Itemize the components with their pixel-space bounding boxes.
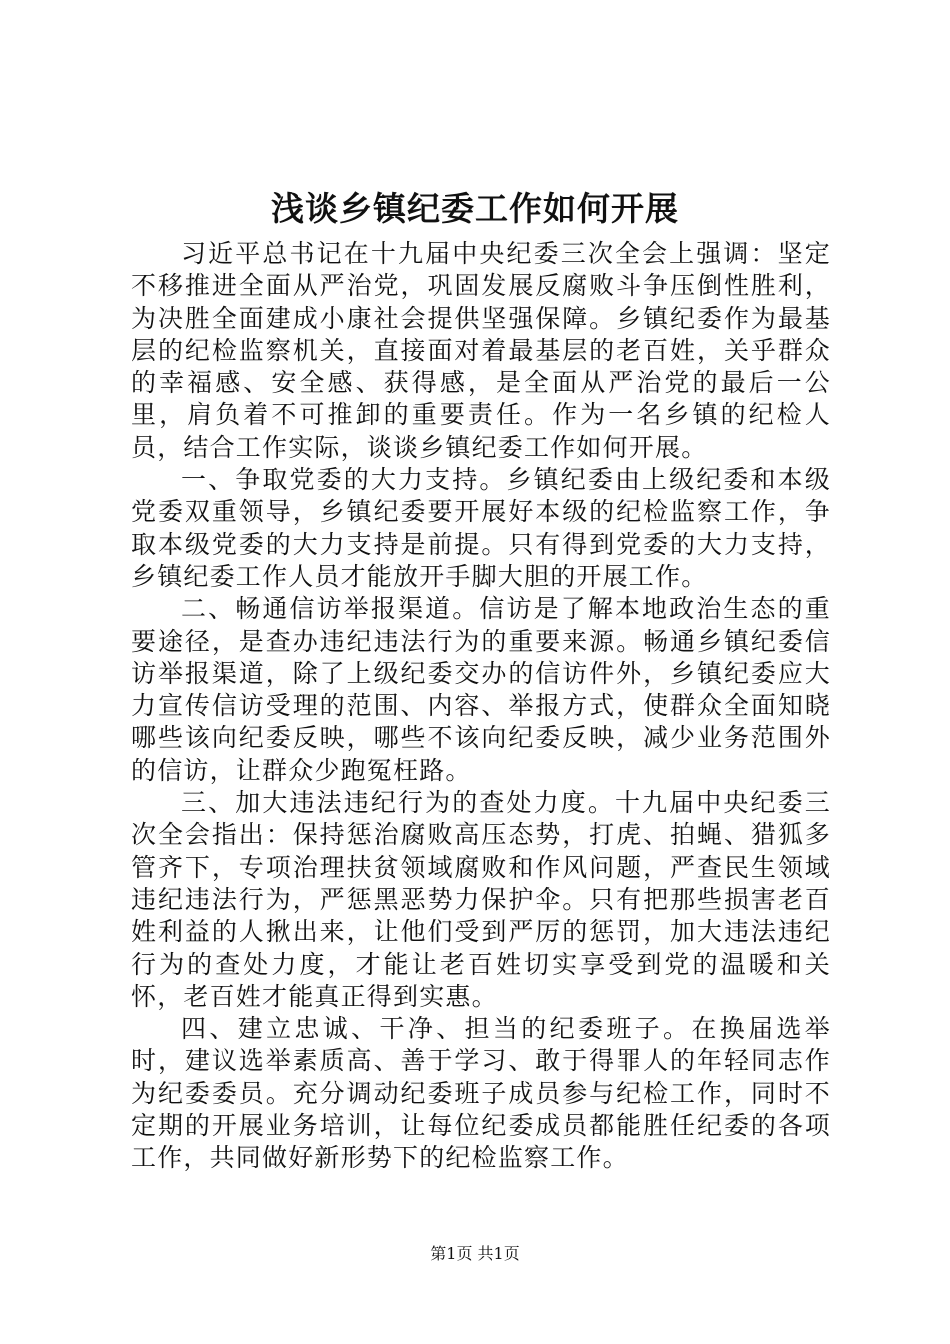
document-title: 浅谈乡镇纪委工作如何开展 <box>271 189 679 228</box>
paragraph-section-2: 二、畅通信访举报渠道。信访是了解本地政治生态的重要途径，是查办违纪违法行为的重要来源。畅通乡镇纪委信访举报渠道，除了上级纪委交办的信访件外，乡镇纪委应大力宣传信访受理的范围、内容、举报方式，使群众全面知晓哪些该向纪委反映，哪些不该向纪委反映，减少业务范围外的信访，让群众少跑冤枉路。 <box>131 594 831 785</box>
paragraph-section-4: 四、建立忠诚、干净、担当的纪委班子。在换届选举时，建议选举素质高、善于学习、敢于得罪人的年轻同志作为纪委委员。充分调动纪委班子成员参与纪检工作，同时不定期的开展业务培训，让每位纪委成员都能胜任纪委的各项工作，共同做好新形势下的纪检监察工作。 <box>131 1014 831 1173</box>
paragraph-section-3: 三、加大违法违纪行为的查处力度。十九届中央纪委三次全会指出：保持惩治腐败高压态势，打虎、拍蝇、猎狐多管齐下，专项治理扶贫领域腐败和作风问题，严查民生领域违纪违法行为，严惩黑恶势力保护伞。只有把那些损害老百姓利益的人揪出来，让他们受到严厉的惩罚，加大违法违纪行为的查处力度，才能让老百姓切实享受到党的温暖和关怀，老百姓才能真正得到实惠。 <box>131 788 831 1011</box>
paragraph-intro: 习近平总书记在十九届中央纪委三次全会上强调：坚定不移推进全面从严治党，巩固发展反腐败斗争压倒性胜利，为决胜全面建成小康社会提供坚强保障。乡镇纪委作为最基层的纪检监察机关，直接面对着最基层的老百姓，关乎群众的幸福感、安全感、获得感，是全面从严治党的最后一公里，肩负着不可推卸的重要责任。作为一名乡镇的纪检人员，结合工作实际，谈谈乡镇纪委工作如何开展。 <box>131 239 831 462</box>
document-body <box>131 238 831 1175</box>
paragraph-section-1: 一、争取党委的大力支持。乡镇纪委由上级纪委和本级党委双重领导，乡镇纪委要开展好本级的纪检监察工作，争取本级党委的大力支持是前提。只有得到党委的大力支持，乡镇纪委工作人员才能放开手脚大胆的开展工作。 <box>131 465 831 591</box>
page-number-footer: 第1页 共1页 <box>430 1244 520 1263</box>
